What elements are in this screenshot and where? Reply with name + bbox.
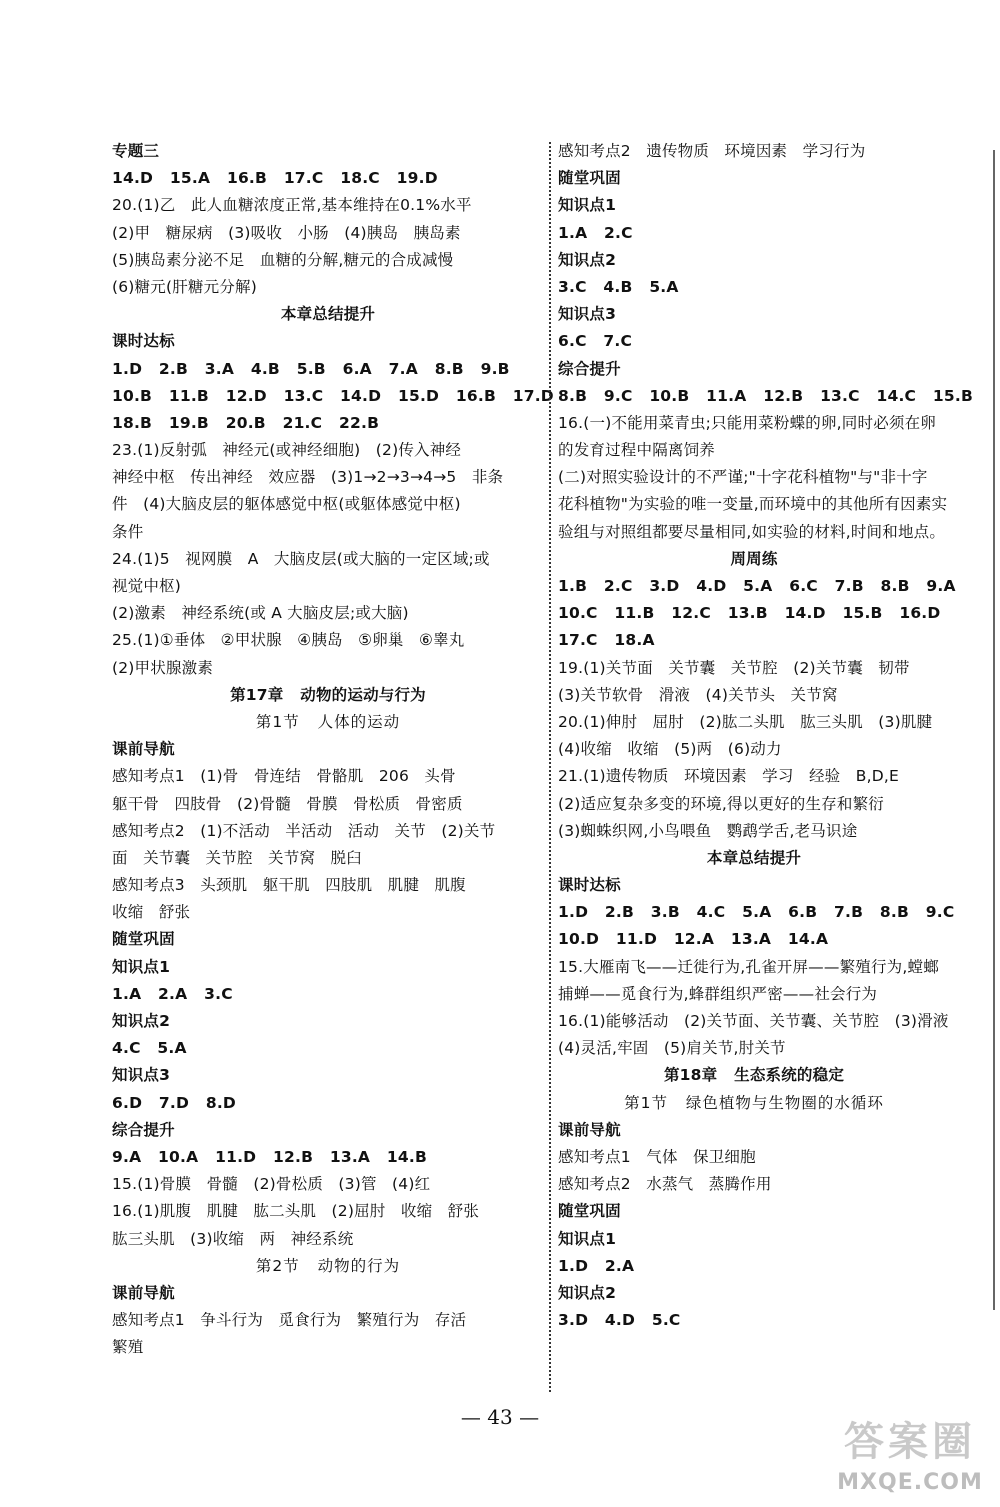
page-number: — 43 — <box>460 1405 540 1429</box>
answer-line: 件 (4)大脑皮层的躯体感觉中枢(或躯体感觉中枢) <box>112 495 461 514</box>
answer-line: 3.D 4.D 5.C <box>558 1311 681 1330</box>
answer-line: 知识点1 <box>558 196 617 215</box>
answer-line: 24.(1)5 视网膜 A 大脑皮层(或大脑的一定区域;或 <box>112 549 490 568</box>
answer-line: (3)关节软骨 滑液 (4)关节头 关节窝 <box>558 685 838 704</box>
watermark-logo <box>830 1412 990 1502</box>
answer-line: (4)收缩 收缩 (5)两 (6)动力 <box>558 740 782 759</box>
answer-line: 肱三头肌 (3)收缩 两 神经系统 <box>112 1229 354 1248</box>
answer-line: 25.(1)①垂体 ②甲状腺 ④胰岛 ⑤卵巢 ⑥睾丸 <box>112 631 465 650</box>
answer-line: 知识点2 <box>112 1012 171 1030</box>
section-subtitle: 第1节 人体的运动 <box>255 712 401 731</box>
answer-line: 条件 <box>112 522 144 541</box>
answer-line: 综合提升 <box>558 359 621 378</box>
answer-line: (3)蜘蛛织网,小鸟喂鱼 鹦鹉学舌,老马识途 <box>558 821 858 840</box>
answer-line: 课前导航 <box>112 1283 175 1302</box>
column-divider <box>549 142 551 1392</box>
answer-line: 随堂巩固 <box>112 930 175 949</box>
answer-line: 10.C 11.B 12.C 13.B 14.D 15.B 16.D <box>558 604 941 623</box>
answer-line: (二)对照实验设计的不严谨;"十字花科植物"与"非十字 <box>558 468 928 487</box>
answer-line: 23.(1)反射弧 神经元(或神经细胞) (2)传入神经 <box>112 441 462 460</box>
answer-line: 课时达标 <box>112 332 175 351</box>
answer-line: 课前导航 <box>558 1120 621 1139</box>
answer-line: (2)适应复杂多变的环境,得以更好的生存和繁衍 <box>558 794 884 813</box>
answer-line: 6.C 7.C <box>558 332 633 351</box>
section-subtitle: 第1节 绿色植物与生物圈的水循环 <box>624 1093 884 1112</box>
answer-line: 14.D 15.A 16.B 17.C 18.C 19.D <box>112 169 438 188</box>
answer-line: 课时达标 <box>558 876 621 895</box>
answer-line: 1.D 2.B 3.A 4.B 5.B 6.A 7.A 8.B 9.B <box>112 359 510 378</box>
answer-line: 繁殖 <box>112 1338 144 1357</box>
answer-line: 1.B 2.C 3.D 4.D 5.A 6.C 7.B 8.B 9.A <box>558 577 956 595</box>
answer-line: 19.(1)关节面 关节囊 关节腔 (2)关节囊 韧带 <box>558 658 910 677</box>
answer-line: 神经中枢 传出神经 效应器 (3)1→2→3→4→5 非条 <box>112 468 504 487</box>
answer-line: 随堂巩固 <box>558 1202 621 1221</box>
answer-line: 15.大雁南飞——迁徙行为,孔雀开屏——繁殖行为,螳螂 <box>558 957 939 976</box>
answer-line: 课前导航 <box>112 740 175 759</box>
answer-line: 知识点1 <box>112 957 171 976</box>
answer-line: 16.(一)不能用菜青虫;只能用菜粉蝶的卵,同时必须在卵 <box>558 413 936 432</box>
answer-line: 的发育过程中隔离饲养 <box>558 441 716 460</box>
answer-line: 知识点3 <box>112 1066 171 1085</box>
answer-line: (5)胰岛素分泌不足 血糖的分解,糖元的合成减慢 <box>112 250 454 269</box>
answer-line: 17.C 18.A <box>558 631 655 650</box>
answer-line: 躯干骨 四肢骨 (2)骨髓 骨膜 骨松质 骨密质 <box>112 794 463 813</box>
answer-line: 10.B 11.B 12.D 13.C 14.D 15.D 16.B 17.D <box>112 386 554 405</box>
answer-line: 6.D 7.D 8.D <box>112 1093 236 1112</box>
answer-line: 知识点3 <box>558 305 617 324</box>
answer-line: 感知考点2 遗传物质 环境因素 学习行为 <box>558 142 866 160</box>
answer-line: 花科植物"为实验的唯一变量,而环境中的其他所有因素实 <box>558 495 948 514</box>
answer-line: 16.(1)能够活动 (2)关节面、关节囊、关节腔 (3)滑液 <box>558 1012 949 1030</box>
answer-line: (2)甲 糖尿病 (3)吸收 小肠 (4)胰岛 胰岛素 <box>112 223 461 242</box>
left-column <box>112 138 554 1361</box>
page-edge-rule <box>993 150 995 1310</box>
answer-line: 15.(1)骨膜 骨髓 (2)骨松质 (3)管 (4)红 <box>112 1175 431 1194</box>
answer-line: 视觉中枢) <box>112 577 182 595</box>
section-title: 第18章 生态系统的稳定 <box>663 1066 845 1085</box>
section-title: 本章总结提升 <box>280 305 376 324</box>
answer-line: 1.A 2.A 3.C <box>112 984 233 1003</box>
answer-line: 感知考点2 (1)不活动 半活动 活动 关节 (2)关节 <box>112 821 496 840</box>
answer-line: 综合提升 <box>112 1120 175 1139</box>
answer-line: 3.C 4.B 5.A <box>558 277 679 296</box>
answer-line: 感知考点3 头颈肌 躯干肌 四肢肌 肌腱 肌腹 <box>112 876 466 895</box>
answer-line: 随堂巩固 <box>558 169 621 188</box>
answer-line: 20.(1)伸肘 屈肘 (2)肱二头肌 肱三头肌 (3)肌腱 <box>558 712 933 731</box>
section-title: 周周练 <box>730 549 778 568</box>
section-title: 第17章 动物的运动与行为 <box>230 685 426 704</box>
answer-line: 18.B 19.B 20.B 21.C 22.B <box>112 413 380 432</box>
answer-line: (4)灵活,牢固 (5)肩关节,肘关节 <box>558 1039 786 1058</box>
answer-line: 1.D 2.A <box>558 1256 635 1275</box>
answer-line: 9.A 10.A 11.D 12.B 13.A 14.B <box>112 1147 427 1166</box>
answer-line: 1.D 2.B 3.B 4.C 5.A 6.B 7.B 8.B 9.C <box>558 903 955 922</box>
answer-line: 21.(1)遗传物质 环境因素 学习 经验 B,D,E <box>558 767 899 786</box>
answer-line: 专题三 <box>112 142 160 160</box>
section-title: 本章总结提升 <box>706 848 802 867</box>
answer-line: 8.B 9.C 10.B 11.A 12.B 13.C 14.C 15.B <box>558 386 973 405</box>
answer-line: 感知考点2 水蒸气 蒸腾作用 <box>558 1175 772 1194</box>
answer-line: (6)糖元(肝糖元分解) <box>112 277 257 296</box>
answer-line: (2)甲状腺激素 <box>112 658 214 677</box>
answer-line: 4.C 5.A <box>112 1039 187 1058</box>
answer-line: 知识点1 <box>558 1229 617 1248</box>
watermark-url: MXQE.COM <box>837 1470 983 1495</box>
answer-line: 收缩 舒张 <box>112 903 191 922</box>
answer-line: (2)激素 神经系统(或 A 大脑皮层;或大脑) <box>112 604 409 623</box>
answer-line: 面 关节囊 关节腔 关节窝 脱臼 <box>112 848 362 867</box>
answer-line: 20.(1)乙 此人血糖浓度正常,基本维持在0.1%水平 <box>112 196 472 215</box>
answer-line: 16.(1)肌腹 肌腱 肱二头肌 (2)屈肘 收缩 舒张 <box>112 1202 480 1221</box>
section-subtitle: 第2节 动物的行为 <box>255 1256 401 1275</box>
right-column <box>558 138 973 1334</box>
watermark-logo-text: 答案圈 <box>844 1419 976 1465</box>
answer-line: 验组与对照组都要尽量相同,如实验的材料,时间和地点。 <box>558 522 946 541</box>
answer-line: 感知考点1 气体 保卫细胞 <box>558 1147 756 1166</box>
answer-line: 1.A 2.C <box>558 223 633 242</box>
answer-line: 感知考点1 争斗行为 觅食行为 繁殖行为 存活 <box>112 1311 467 1330</box>
answer-line: 捕蝉——觅食行为,蜂群组织严密——社会行为 <box>558 984 878 1003</box>
answer-line: 10.D 11.D 12.A 13.A 14.A <box>558 930 829 949</box>
answer-line: 知识点2 <box>558 1283 617 1302</box>
answer-line: 感知考点1 (1)骨 骨连结 骨骼肌 206 头骨 <box>112 767 456 786</box>
answer-line: 知识点2 <box>558 250 617 269</box>
